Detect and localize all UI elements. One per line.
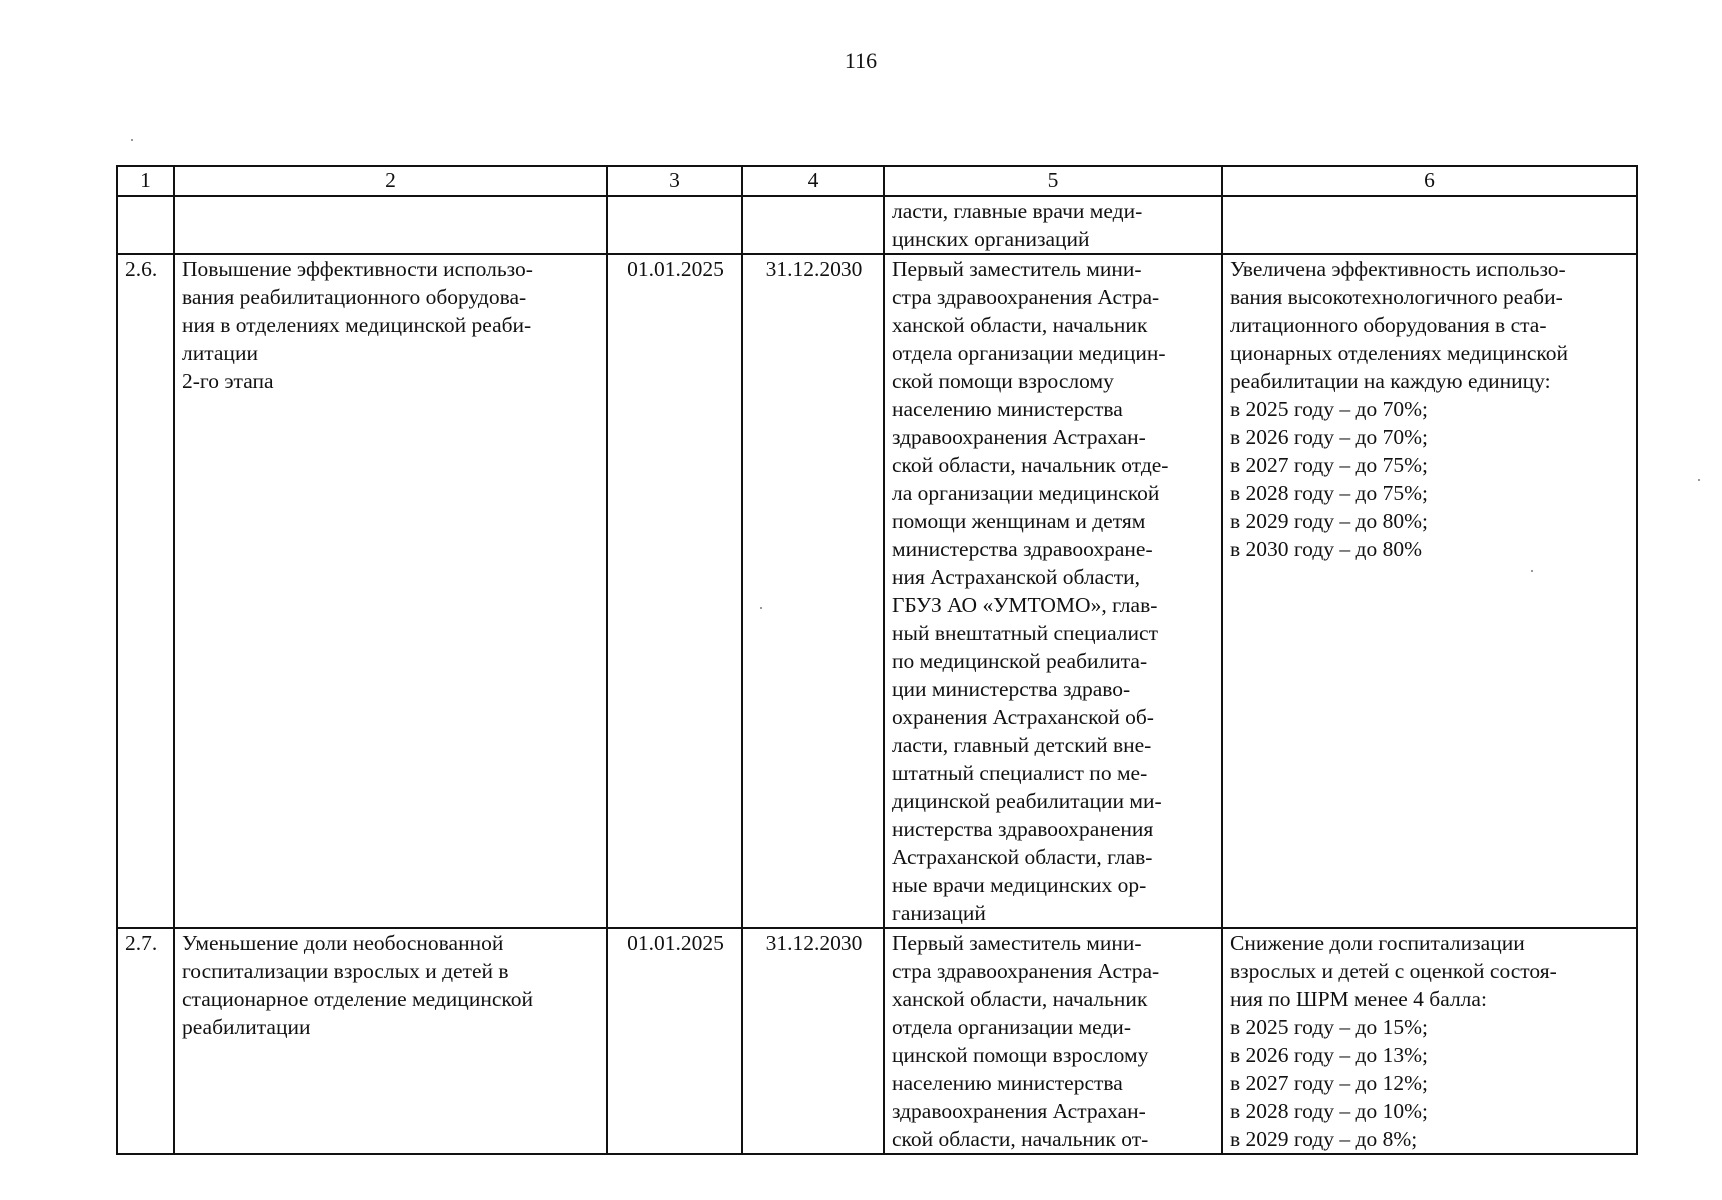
- end-date-cell: [742, 196, 884, 254]
- start-date-cell: 01.01.2025: [607, 928, 742, 1154]
- table-row: [117, 928, 1637, 1154]
- scan-speck: [760, 607, 762, 609]
- column-number-header: 1: [117, 166, 174, 196]
- row-number-cell: [117, 196, 174, 254]
- event-cell: Уменьшение доли необоснованной госпитализации взрослых и детей в стационарное отделение медицинской реабилитации: [174, 928, 607, 1154]
- end-date-cell: 31.12.2030: [742, 254, 884, 928]
- event-cell: [174, 196, 607, 254]
- column-number-header: 4: [742, 166, 884, 196]
- end-date-cell: 31.12.2030: [742, 928, 884, 1154]
- responsible-cell: Первый заместитель мини- стра здравоохранения Астра- ханской области, начальник отдела организации медицин- ской помощи взрослому населению министерства здравоохранения Астрахан- ской области, начальник отде- ла организации медицинской помощи женщинам и детям министерства здравоохране- ния Астраханской области, ГБУЗ АО «УМТОМО», глав- ный внештатный специалист по медицинской реабилита- ции министерства здраво- охранения Астраханской об- ласти, главный детский вне- штатный специалист по ме- дицинской реабилитации ми- нистерства здравоохранения Астраханской области, глав- ные врачи медицинских ор- ганизаций: [884, 254, 1222, 928]
- column-number-header: 5: [884, 166, 1222, 196]
- column-number-row: [117, 166, 1637, 196]
- page-number: 116: [844, 48, 878, 73]
- table-row: [117, 196, 1637, 254]
- start-date-cell: [607, 196, 742, 254]
- responsible-cell: Первый заместитель мини- стра здравоохранения Астра- ханской области, начальник отдела организации меди- цинской помощи взрослому населению министерства здравоохранения Астрахан- ской области, начальник от-: [884, 928, 1222, 1154]
- scan-speck: [1698, 479, 1700, 481]
- column-number-header: 3: [607, 166, 742, 196]
- column-number-header: 6: [1222, 166, 1637, 196]
- column-number-header: 2: [174, 166, 607, 196]
- table-row: [117, 254, 1637, 928]
- row-number-cell: 2.6.: [117, 254, 174, 928]
- result-cell: [1222, 196, 1637, 254]
- row-number-cell: 2.7.: [117, 928, 174, 1154]
- scan-speck: [131, 139, 133, 141]
- result-cell: Снижение доли госпитализации взрослых и детей с оценкой состоя- ния по ШРМ менее 4 балла: в 2025 году – до 15%; в 2026 году – до 13%; в 2027 году – до 12%; в 2028 году – до 10%; в 2029 году – до 8%;: [1222, 928, 1637, 1154]
- event-cell: Повышение эффективности использо- вания реабилитационного оборудова- ния в отделениях медицинской реаби- литации 2-го этапа: [174, 254, 607, 928]
- action-plan-table: [116, 165, 1638, 1155]
- responsible-cell: ласти, главные врачи меди- цинских организаций: [884, 196, 1222, 254]
- start-date-cell: 01.01.2025: [607, 254, 742, 928]
- scan-speck: [1531, 570, 1533, 572]
- result-cell: Увеличена эффективность использо- вания высокотехнологичного реаби- литационного оборудования в ста- ционарных отделениях медицинской реабилитации на каждую единицу: в 2025 году – до 70%; в 2026 году – до 70%; в 2027 году – до 75%; в 2028 году – до 75%; в 2029 году – до 80%; в 2030 году – до 80%: [1222, 254, 1637, 928]
